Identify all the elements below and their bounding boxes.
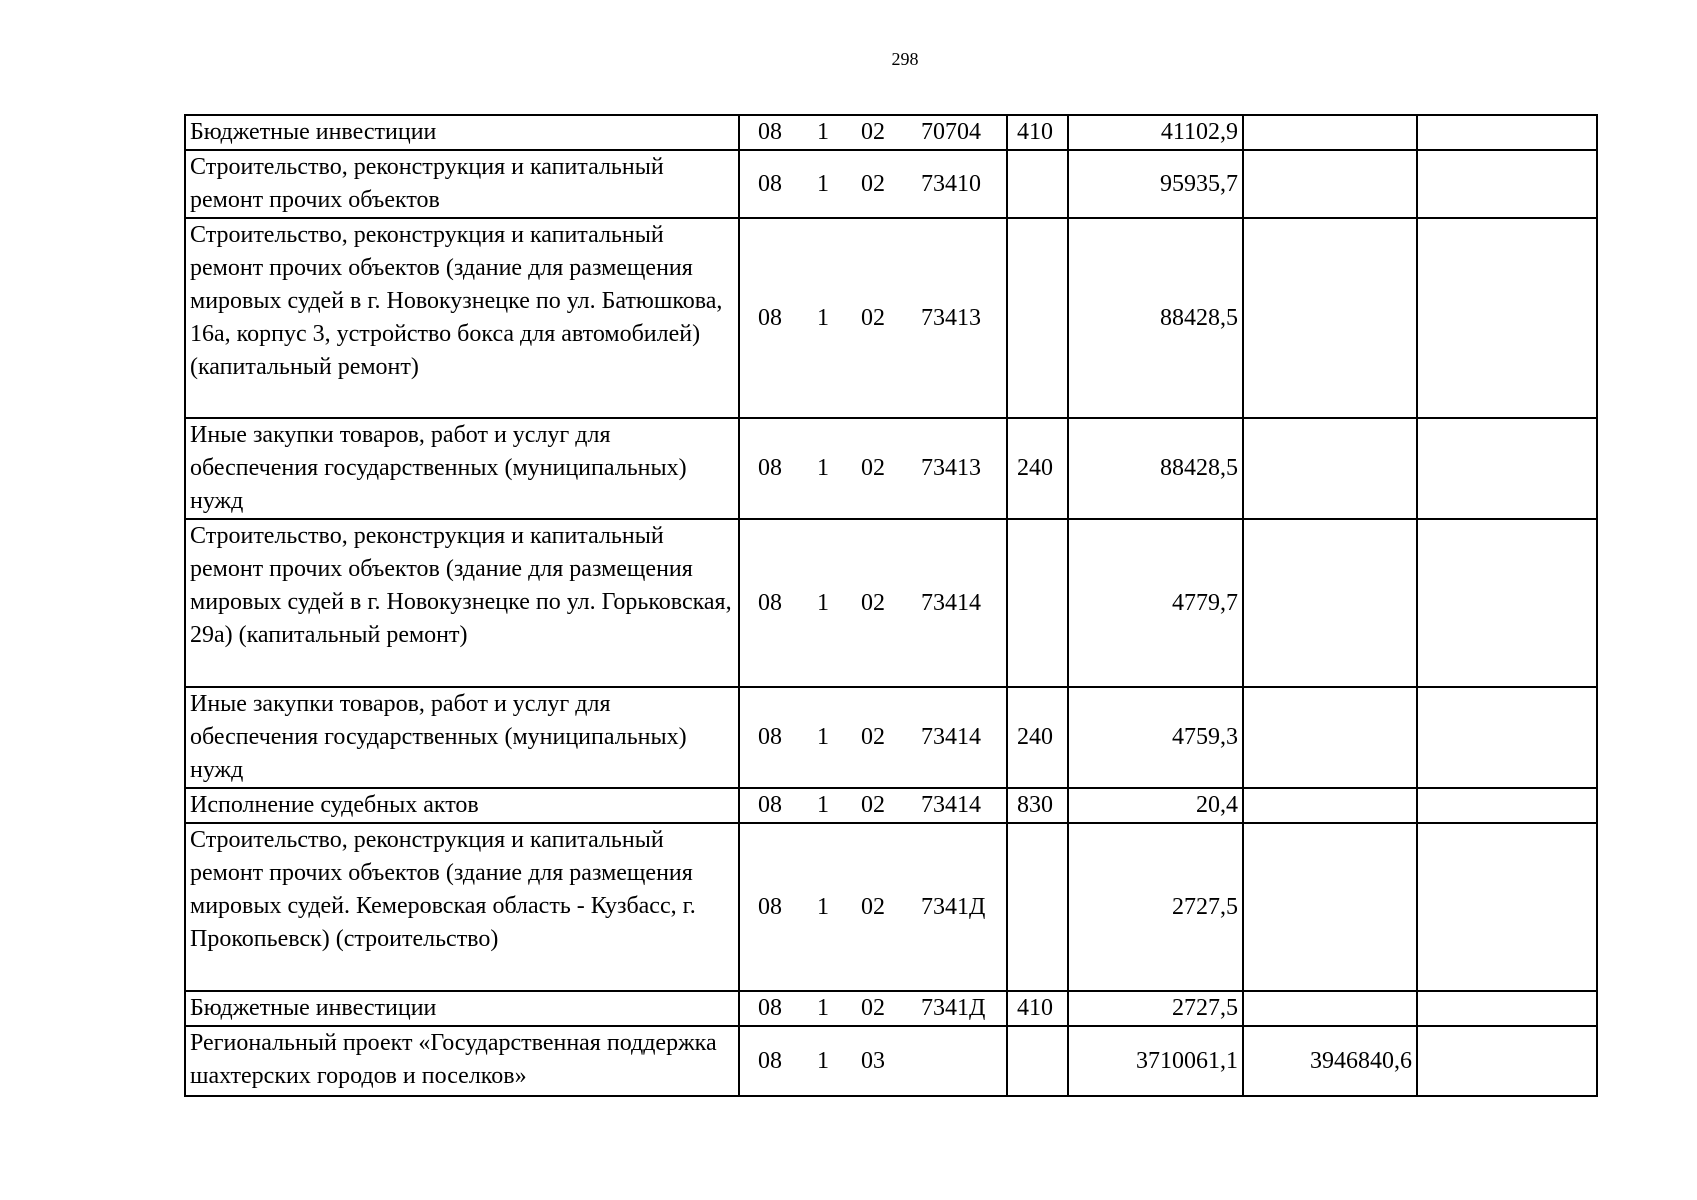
row-direction: 73413 [921, 455, 981, 481]
row-razdel: 08 [758, 1047, 782, 1074]
row-direction: 7341Д [921, 995, 986, 1021]
table-row [185, 1026, 1597, 1096]
row-expense-type [1007, 1026, 1068, 1096]
row-expense-type: 410 [1007, 115, 1068, 150]
row-sum-2 [1243, 115, 1417, 150]
row-expense-type: 240 [1007, 418, 1068, 519]
row-subprogram: 02 [861, 792, 885, 818]
row-sum-3 [1417, 788, 1597, 823]
row-sum-2 [1243, 823, 1417, 991]
table-row [185, 115, 1597, 150]
row-subprogram: 02 [861, 893, 885, 920]
row-expense-type: 830 [1007, 788, 1068, 823]
row-name: Иные закупки товаров, работ и услуг для обеспечения государственных (муниципальных) нужд [185, 687, 739, 788]
row-sum-1: 2727,5 [1068, 991, 1243, 1026]
row-program: 1 [817, 724, 829, 750]
table-row [185, 823, 1597, 991]
row-sum-3 [1417, 991, 1597, 1026]
row-sum-1: 3710061,1 [1068, 1026, 1243, 1096]
row-program: 1 [817, 119, 829, 145]
row-expense-type [1007, 150, 1068, 218]
row-razdel: 08 [758, 589, 782, 616]
table-row [185, 687, 1597, 788]
row-expense-type [1007, 823, 1068, 991]
budget-table-body [185, 115, 1597, 1096]
row-direction: 73413 [921, 304, 981, 331]
row-code [739, 991, 1007, 1026]
table-row [185, 150, 1597, 218]
row-sum-3 [1417, 1026, 1597, 1096]
table-row [185, 418, 1597, 519]
row-name: Строительство, реконструкция и капитальный ремонт прочих объектов [185, 150, 739, 218]
row-sum-2 [1243, 991, 1417, 1026]
row-sum-1: 88428,5 [1068, 218, 1243, 418]
row-direction: 70704 [921, 119, 981, 145]
row-sum-1: 20,4 [1068, 788, 1243, 823]
row-program: 1 [817, 792, 829, 818]
row-name: Строительство, реконструкция и капитальный ремонт прочих объектов (здание для размещения мировых судей в г. Новокузнецке по ул. Батюшкова, 16а, корпус 3, устройство бокса для автомобилей) (капитальный ремонт) [185, 218, 739, 418]
row-code [739, 1026, 1007, 1096]
row-razdel: 08 [758, 792, 782, 818]
row-subprogram: 02 [861, 304, 885, 331]
row-subprogram: 02 [861, 119, 885, 145]
row-name: Бюджетные инвестиции [185, 991, 739, 1026]
row-direction: 7341Д [921, 893, 986, 920]
row-name: Иные закупки товаров, работ и услуг для обеспечения государственных (муниципальных) нужд [185, 418, 739, 519]
row-expense-type: 240 [1007, 687, 1068, 788]
row-program: 1 [817, 995, 829, 1021]
row-razdel: 08 [758, 304, 782, 331]
row-direction: 73414 [921, 589, 981, 616]
row-code [739, 418, 1007, 519]
row-sum-2 [1243, 150, 1417, 218]
row-sum-1: 88428,5 [1068, 418, 1243, 519]
row-sum-3 [1417, 418, 1597, 519]
row-sum-1: 4759,3 [1068, 687, 1243, 788]
row-razdel: 08 [758, 119, 782, 145]
row-code [739, 519, 1007, 687]
row-code [739, 218, 1007, 418]
row-direction: 73414 [921, 724, 981, 750]
row-name: Бюджетные инвестиции [185, 115, 739, 150]
row-name: Исполнение судебных актов [185, 788, 739, 823]
row-code [739, 788, 1007, 823]
row-sum-3 [1417, 687, 1597, 788]
row-subprogram: 02 [861, 724, 885, 750]
row-code [739, 687, 1007, 788]
row-sum-2 [1243, 418, 1417, 519]
table-row [185, 519, 1597, 687]
table-row [185, 788, 1597, 823]
row-name: Региональный проект «Государственная поддержка шахтерских городов и поселков» [185, 1026, 739, 1096]
table-row [185, 218, 1597, 418]
row-expense-type [1007, 218, 1068, 418]
row-razdel: 08 [758, 995, 782, 1021]
row-razdel: 08 [758, 893, 782, 920]
row-code [739, 150, 1007, 218]
row-program: 1 [817, 455, 829, 481]
row-razdel: 08 [758, 170, 782, 197]
row-program: 1 [817, 1047, 829, 1074]
row-sum-2 [1243, 218, 1417, 418]
row-subprogram: 02 [861, 455, 885, 481]
row-subprogram: 02 [861, 170, 885, 197]
row-sum-1: 4779,7 [1068, 519, 1243, 687]
row-sum-3 [1417, 218, 1597, 418]
row-subprogram: 03 [861, 1047, 885, 1074]
row-sum-2 [1243, 788, 1417, 823]
row-expense-type: 410 [1007, 991, 1068, 1026]
row-name: Строительство, реконструкция и капитальный ремонт прочих объектов (здание для размещения мировых судей в г. Новокузнецке по ул. Горьковская, 29а) (капитальный ремонт) [185, 519, 739, 687]
page-number: 298 [891, 49, 919, 69]
row-sum-2 [1243, 687, 1417, 788]
row-program: 1 [817, 170, 829, 197]
row-sum-1: 95935,7 [1068, 150, 1243, 218]
row-sum-3 [1417, 115, 1597, 150]
row-direction: 73414 [921, 792, 981, 818]
row-subprogram: 02 [861, 995, 885, 1021]
row-name: Строительство, реконструкция и капитальный ремонт прочих объектов (здание для размещения мировых судей. Кемеровская область - Кузбасс, г. Прокопьевск) (строительство) [185, 823, 739, 991]
row-sum-2 [1243, 519, 1417, 687]
row-expense-type [1007, 519, 1068, 687]
table-row [185, 991, 1597, 1026]
row-sum-3 [1417, 150, 1597, 218]
budget-table [184, 114, 1598, 1097]
row-program: 1 [817, 589, 829, 616]
row-subprogram: 02 [861, 589, 885, 616]
row-program: 1 [817, 893, 829, 920]
row-sum-1: 41102,9 [1068, 115, 1243, 150]
row-program: 1 [817, 304, 829, 331]
row-sum-3 [1417, 519, 1597, 687]
row-sum-1: 2727,5 [1068, 823, 1243, 991]
row-razdel: 08 [758, 455, 782, 481]
row-razdel: 08 [758, 724, 782, 750]
row-code [739, 823, 1007, 991]
row-direction: 73410 [921, 170, 981, 197]
row-sum-3 [1417, 823, 1597, 991]
row-sum-2: 3946840,6 [1243, 1026, 1417, 1096]
row-code [739, 115, 1007, 150]
